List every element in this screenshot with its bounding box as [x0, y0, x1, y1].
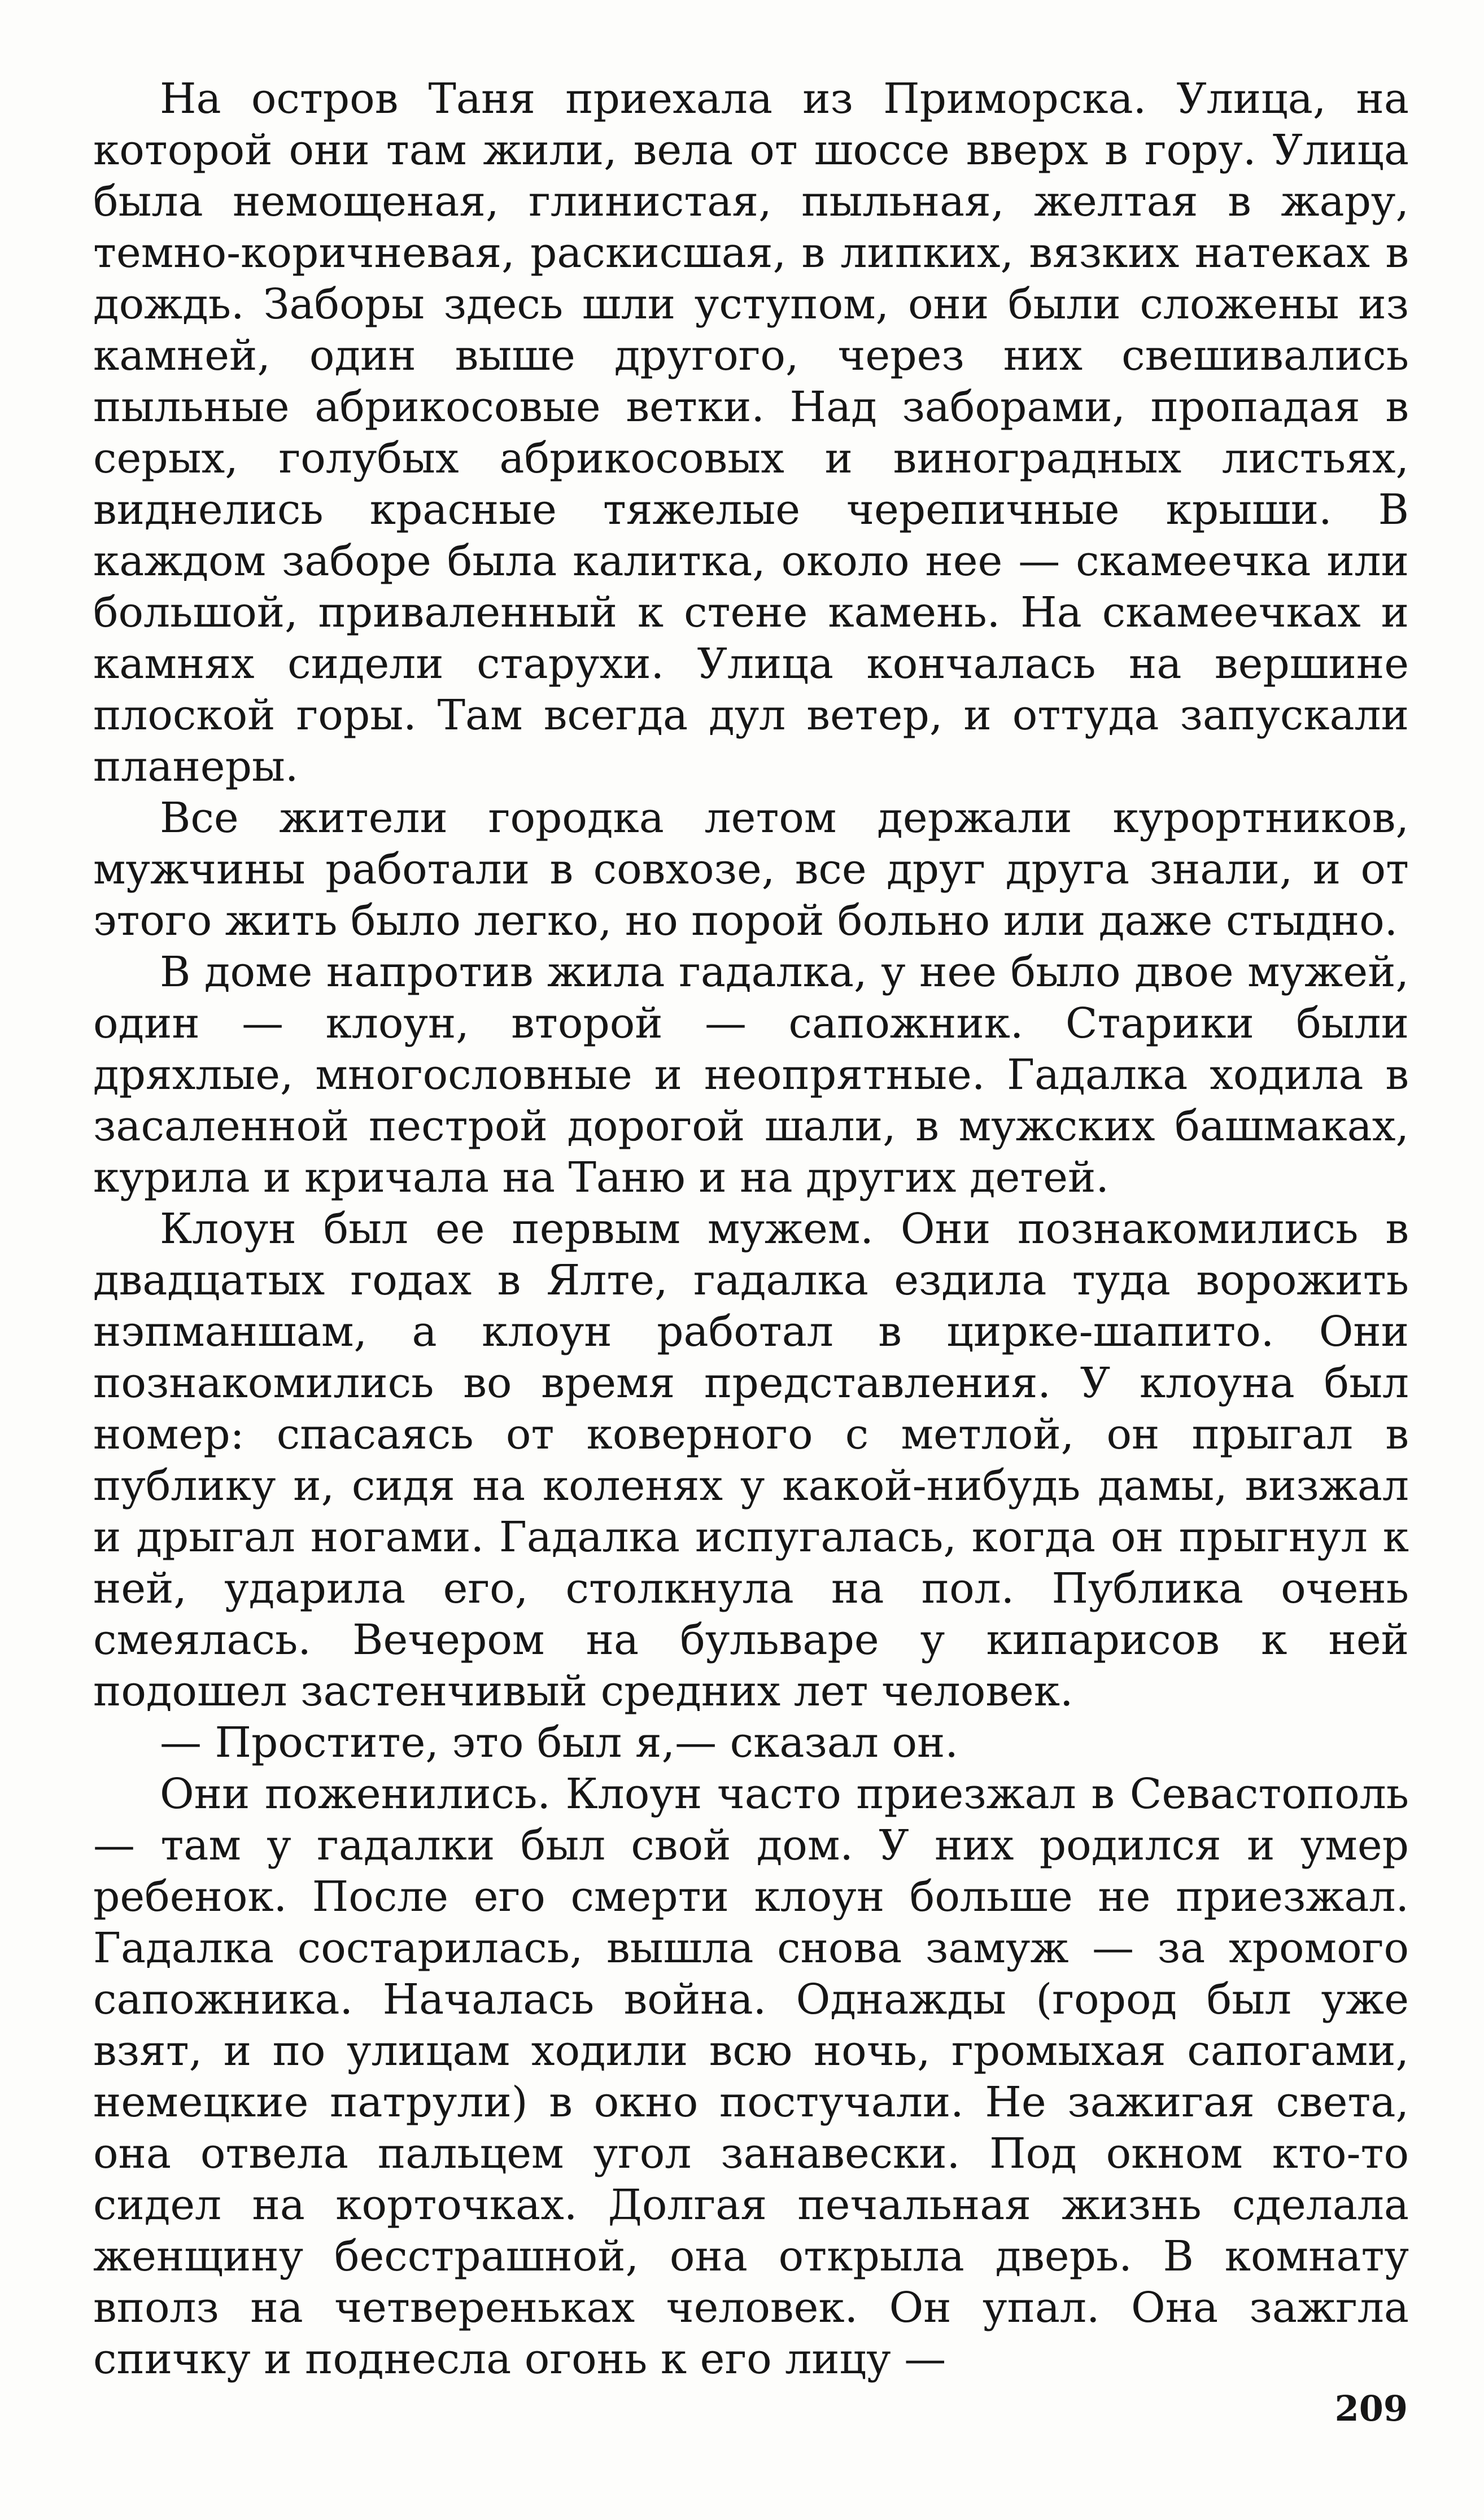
paragraph-5-dialogue: — Простите, это был я,— сказал он.	[160, 1718, 958, 1767]
page-number: 209	[1334, 2388, 1408, 2429]
paragraph-1: На остров Таня приехала из Приморска. Улица, на которой они там жили, вела от шоссе вверх в гору. Улица была немощеная, глинистая, пыльная, желтая в жару, темно-коричневая, раскисшая, в липких, вязких натеках в дождь. Заборы здесь шли уступом, они были сложены из камней, один выше другого, через них свешивались пыльные абрикосовые ветки. Над заборами, пропадая в серых, голубых абрикосовых и виноградных листьях, виднелись красные тяжелые черепичные крыши. В каждом заборе была калитка, около нее — скамеечка или большой, приваленный к стене камень. На скамеечках и камнях сидели старухи. Улица кончалась на вершине плоской горы. Там всегда дул ветер, и оттуда запускали планеры.	[93, 75, 1409, 791]
paragraph-4: Клоун был ее первым мужем. Они познакомились в двадцатых годах в Ялте, гадалка ездила туда ворожить нэпманшам, а клоун работал в цирке-шапито. Они познакомились во время представления. У клоуна был номер: спасаясь от коверного с метлой, он прыгал в публику и, сидя на коленях у какой-нибудь дамы, визжал и дрыгал ногами. Гадалка испугалась, когда он прыгнул к ней, ударила его, столкнула на пол. Публика очень смеялась. Вечером на бульваре у кипарисов к ней подошел застенчивый средних лет человек.	[93, 1205, 1409, 1716]
paragraph-2: Все жители городка летом держали курортников, мужчины работали в совхозе, все друг друга знали, и от этого жить было легко, но порой больно или даже стыдно.	[93, 794, 1409, 945]
body-text	[93, 73, 1409, 2385]
paragraph-6: Они поженились. Клоун часто приезжал в Севастополь — там у гадалки был свой дом. У них родился и умер ребенок. После его смерти клоун больше не приезжал. Гадалка состарилась, вышла снова замуж — за хромого сапожника. Началась война. Однажды (город был уже взят, и по улицам ходили всю ночь, громыхая сапогами, немецкие патрули) в окно постучали. Не зажигая света, она отвела пальцем угол занавески. Под окном кто-то сидел на корточках. Долгая печальная жизнь сделала женщину бесстрашной, она открыла дверь. В комнату вполз на четвереньках человек. Он упал. Она зажгла спичку и поднесла огонь к его лицу —	[93, 1770, 1409, 2383]
paragraph-3: В доме напротив жила гадалка, у нее было двое мужей, один — клоун, второй — сапожник. Старики были дряхлые, многословные и неопрятные. Гадалка ходила в засаленной пестрой дорогой шали, в мужских башмаках, курила и кричала на Таню и на других детей.	[93, 948, 1409, 1202]
